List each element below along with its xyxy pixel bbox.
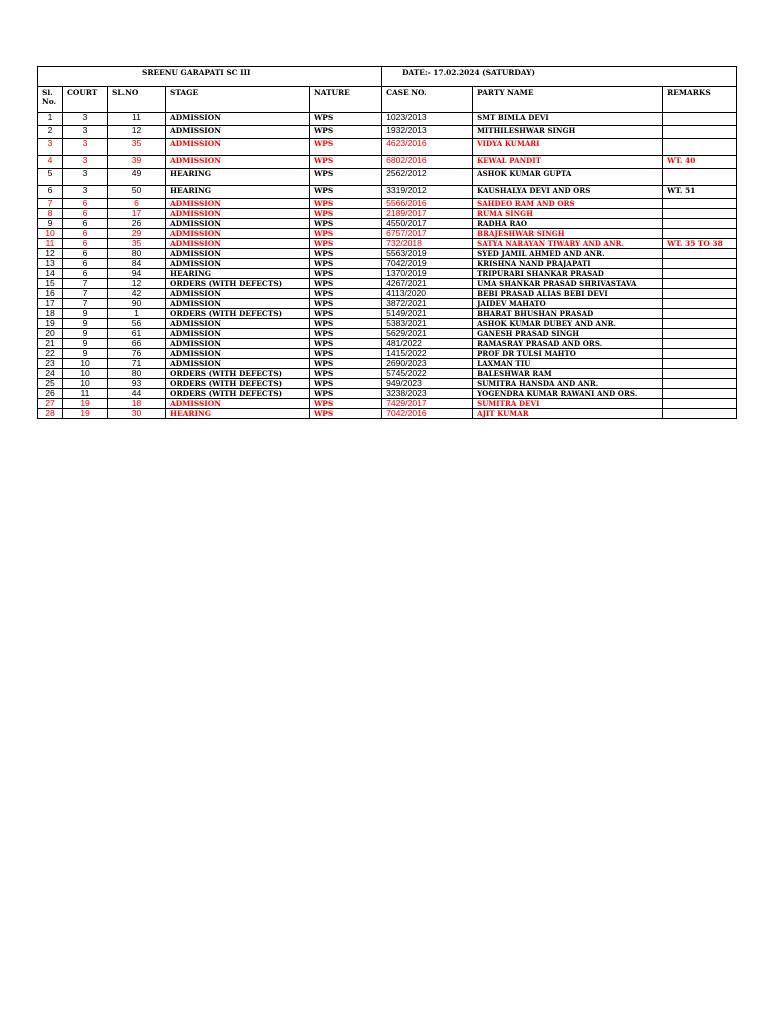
cell-court: 6 xyxy=(63,249,108,259)
cell-stage: ADMISSION xyxy=(166,349,310,359)
column-header-row xyxy=(38,87,737,113)
cell-party-name: RAMASRAY PRASAD AND ORS. xyxy=(473,339,663,349)
table-row xyxy=(38,186,737,199)
header-party-name: PARTY NAME xyxy=(473,87,663,113)
cell-slno: 17 xyxy=(108,209,166,219)
cell-remarks xyxy=(663,299,737,309)
cell-sl-no: 28 xyxy=(38,409,63,419)
table-row xyxy=(38,156,737,169)
cell-sl-no: 9 xyxy=(38,219,63,229)
cell-case-no: 7042/2016 xyxy=(382,409,473,419)
cell-remarks xyxy=(663,309,737,319)
header-court: COURT xyxy=(63,87,108,113)
cell-court: 6 xyxy=(63,269,108,279)
cell-remarks xyxy=(663,219,737,229)
cell-sl-no: 24 xyxy=(38,369,63,379)
cell-stage: ADMISSION xyxy=(166,339,310,349)
cell-remarks xyxy=(663,329,737,339)
cell-party-name: RUMA SINGH xyxy=(473,209,663,219)
cell-slno: 6 xyxy=(108,199,166,209)
cell-court: 3 xyxy=(63,186,108,199)
cell-court: 6 xyxy=(63,259,108,269)
cell-party-name: RADHA RAO xyxy=(473,219,663,229)
cell-sl-no: 19 xyxy=(38,319,63,329)
cell-court: 3 xyxy=(63,126,108,139)
cell-remarks xyxy=(663,319,737,329)
cell-stage: ADMISSION xyxy=(166,156,310,169)
cell-nature: WPS xyxy=(310,369,382,379)
table-row xyxy=(38,229,737,239)
table-row xyxy=(38,409,737,419)
cell-case-no: 5745/2022 xyxy=(382,369,473,379)
cell-court: 9 xyxy=(63,309,108,319)
cell-sl-no: 7 xyxy=(38,199,63,209)
table-row xyxy=(38,339,737,349)
cell-sl-no: 4 xyxy=(38,156,63,169)
cell-sl-no: 3 xyxy=(38,139,63,156)
table-row xyxy=(38,126,737,139)
cell-slno: 12 xyxy=(108,126,166,139)
cell-slno: 56 xyxy=(108,319,166,329)
header-slno: SL.NO xyxy=(108,87,166,113)
cell-case-no: 2562/2012 xyxy=(382,169,473,186)
cell-party-name: JAIDEV MAHATO xyxy=(473,299,663,309)
cell-nature: WPS xyxy=(310,299,382,309)
cell-case-no: 7042/2019 xyxy=(382,259,473,269)
cell-stage: HEARING xyxy=(166,169,310,186)
cell-slno: 44 xyxy=(108,389,166,399)
cell-remarks xyxy=(663,199,737,209)
cell-case-no: 4550/2017 xyxy=(382,219,473,229)
cell-stage: HEARING xyxy=(166,269,310,279)
cause-list-sheet xyxy=(37,66,736,419)
cell-court: 10 xyxy=(63,369,108,379)
cell-sl-no: 8 xyxy=(38,209,63,219)
cell-sl-no: 2 xyxy=(38,126,63,139)
cell-case-no: 1370/2019 xyxy=(382,269,473,279)
cell-stage: ADMISSION xyxy=(166,209,310,219)
cell-nature: WPS xyxy=(310,339,382,349)
cell-sl-no: 27 xyxy=(38,399,63,409)
cell-party-name: BALESHWAR RAM xyxy=(473,369,663,379)
cell-nature: WPS xyxy=(310,319,382,329)
cell-stage: ADMISSION xyxy=(166,139,310,156)
cell-stage: ADMISSION xyxy=(166,249,310,259)
cell-stage: ADMISSION xyxy=(166,399,310,409)
cell-party-name: BHARAT BHUSHAN PRASAD xyxy=(473,309,663,319)
cell-stage: ORDERS (WITH DEFECTS) xyxy=(166,379,310,389)
cell-sl-no: 18 xyxy=(38,309,63,319)
cell-nature: WPS xyxy=(310,289,382,299)
cell-case-no: 7429/2017 xyxy=(382,399,473,409)
cell-stage: ADMISSION xyxy=(166,229,310,239)
cell-slno: 12 xyxy=(108,279,166,289)
cell-court: 9 xyxy=(63,329,108,339)
table-row xyxy=(38,359,737,369)
cell-remarks xyxy=(663,269,737,279)
table-row xyxy=(38,239,737,249)
cell-slno: 71 xyxy=(108,359,166,369)
cell-court: 9 xyxy=(63,349,108,359)
cell-court: 10 xyxy=(63,379,108,389)
cell-court: 6 xyxy=(63,209,108,219)
cell-court: 7 xyxy=(63,299,108,309)
cell-case-no: 4113/2020 xyxy=(382,289,473,299)
cell-slno: 94 xyxy=(108,269,166,279)
cell-nature: WPS xyxy=(310,186,382,199)
cell-party-name: ASHOK KUMAR DUBEY AND ANR. xyxy=(473,319,663,329)
cell-party-name: VIDYA KUMARI xyxy=(473,139,663,156)
cell-slno: 35 xyxy=(108,239,166,249)
cell-slno: 1 xyxy=(108,309,166,319)
cell-sl-no: 1 xyxy=(38,113,63,126)
cell-slno: 76 xyxy=(108,349,166,359)
table-row xyxy=(38,219,737,229)
cell-slno: 93 xyxy=(108,379,166,389)
cell-sl-no: 13 xyxy=(38,259,63,269)
cell-nature: WPS xyxy=(310,229,382,239)
cell-nature: WPS xyxy=(310,279,382,289)
cell-court: 3 xyxy=(63,139,108,156)
cell-remarks xyxy=(663,359,737,369)
cell-nature: WPS xyxy=(310,379,382,389)
cell-sl-no: 21 xyxy=(38,339,63,349)
cell-case-no: 732/2018 xyxy=(382,239,473,249)
cell-slno: 61 xyxy=(108,329,166,339)
cell-party-name: TRIPURARI SHANKAR PRASAD xyxy=(473,269,663,279)
cell-nature: WPS xyxy=(310,329,382,339)
header-remarks: REMARKS xyxy=(663,87,737,113)
cell-stage: ORDERS (WITH DEFECTS) xyxy=(166,389,310,399)
cell-nature: WPS xyxy=(310,219,382,229)
cell-court: 9 xyxy=(63,339,108,349)
cell-party-name: SYED JAMIL AHMED AND ANR. xyxy=(473,249,663,259)
cell-court: 11 xyxy=(63,389,108,399)
cell-remarks: WT. 51 xyxy=(663,186,737,199)
cell-remarks xyxy=(663,169,737,186)
cell-party-name: YOGENDRA KUMAR RAWANI AND ORS. xyxy=(473,389,663,399)
cell-stage: ADMISSION xyxy=(166,329,310,339)
cell-nature: WPS xyxy=(310,359,382,369)
cell-sl-no: 16 xyxy=(38,289,63,299)
cell-slno: 66 xyxy=(108,339,166,349)
cell-court: 3 xyxy=(63,113,108,126)
cell-remarks xyxy=(663,279,737,289)
cell-remarks xyxy=(663,379,737,389)
cell-party-name: PROF DR TULSI MAHTO xyxy=(473,349,663,359)
cell-nature: WPS xyxy=(310,139,382,156)
cell-stage: ADMISSION xyxy=(166,199,310,209)
cell-case-no: 1023/2013 xyxy=(382,113,473,126)
cell-slno: 84 xyxy=(108,259,166,269)
cell-remarks xyxy=(663,209,737,219)
cell-stage: ADMISSION xyxy=(166,113,310,126)
cell-slno: 49 xyxy=(108,169,166,186)
cell-remarks xyxy=(663,399,737,409)
cell-sl-no: 22 xyxy=(38,349,63,359)
cell-case-no: 3872/2021 xyxy=(382,299,473,309)
table-row xyxy=(38,289,737,299)
header-sl-no: Sl. No. xyxy=(38,87,63,113)
cell-slno: 26 xyxy=(108,219,166,229)
cell-party-name: SATYA NARAYAN TIWARY AND ANR. xyxy=(473,239,663,249)
header-stage: STAGE xyxy=(166,87,310,113)
cell-party-name: AJIT KUMAR xyxy=(473,409,663,419)
cell-case-no: 949/2023 xyxy=(382,379,473,389)
cell-court: 19 xyxy=(63,399,108,409)
cell-court: 6 xyxy=(63,229,108,239)
table-row xyxy=(38,259,737,269)
table-row xyxy=(38,209,737,219)
cell-nature: WPS xyxy=(310,259,382,269)
cell-case-no: 2189/2017 xyxy=(382,209,473,219)
cell-party-name: MITHILESHWAR SINGH xyxy=(473,126,663,139)
cause-list-table xyxy=(37,66,737,419)
cell-slno: 30 xyxy=(108,409,166,419)
cell-court: 6 xyxy=(63,239,108,249)
cell-court: 7 xyxy=(63,289,108,299)
cell-nature: WPS xyxy=(310,156,382,169)
cell-case-no: 5383/2021 xyxy=(382,319,473,329)
cell-sl-no: 10 xyxy=(38,229,63,239)
cell-remarks xyxy=(663,369,737,379)
cell-sl-no: 6 xyxy=(38,186,63,199)
cell-sl-no: 14 xyxy=(38,269,63,279)
cell-case-no: 3319/2012 xyxy=(382,186,473,199)
cell-remarks xyxy=(663,289,737,299)
cell-nature: WPS xyxy=(310,126,382,139)
cell-remarks xyxy=(663,409,737,419)
cell-stage: ORDERS (WITH DEFECTS) xyxy=(166,309,310,319)
table-row xyxy=(38,269,737,279)
cell-case-no: 3238/2023 xyxy=(382,389,473,399)
list-title: SREENU GARAPATI SC III xyxy=(38,67,382,87)
cell-remarks xyxy=(663,139,737,156)
cell-party-name: UMA SHANKAR PRASAD SHRIVASTAVA xyxy=(473,279,663,289)
cell-court: 6 xyxy=(63,219,108,229)
cell-remarks xyxy=(663,113,737,126)
header-nature: NATURE xyxy=(310,87,382,113)
cell-stage: HEARING xyxy=(166,186,310,199)
cell-nature: WPS xyxy=(310,409,382,419)
cell-stage: ADMISSION xyxy=(166,239,310,249)
cell-case-no: 6757/2017 xyxy=(382,229,473,239)
cell-slno: 90 xyxy=(108,299,166,309)
cell-remarks: WT. 35 TO 38 xyxy=(663,239,737,249)
cell-nature: WPS xyxy=(310,199,382,209)
cell-stage: ADMISSION xyxy=(166,219,310,229)
cell-party-name: KEWAL PANDIT xyxy=(473,156,663,169)
cell-case-no: 481/2022 xyxy=(382,339,473,349)
cell-remarks xyxy=(663,249,737,259)
cell-remarks: WT. 40 xyxy=(663,156,737,169)
cell-case-no: 6802/2016 xyxy=(382,156,473,169)
cell-court: 9 xyxy=(63,319,108,329)
cell-nature: WPS xyxy=(310,269,382,279)
cell-stage: ADMISSION xyxy=(166,259,310,269)
table-row xyxy=(38,399,737,409)
cell-sl-no: 11 xyxy=(38,239,63,249)
cell-case-no: 1415/2022 xyxy=(382,349,473,359)
cell-slno: 80 xyxy=(108,369,166,379)
cell-party-name: KAUSHALYA DEVI AND ORS xyxy=(473,186,663,199)
cell-sl-no: 12 xyxy=(38,249,63,259)
cell-sl-no: 15 xyxy=(38,279,63,289)
table-row xyxy=(38,139,737,156)
cell-nature: WPS xyxy=(310,349,382,359)
cell-stage: ADMISSION xyxy=(166,289,310,299)
cell-slno: 42 xyxy=(108,289,166,299)
cell-slno: 80 xyxy=(108,249,166,259)
cell-nature: WPS xyxy=(310,399,382,409)
table-row xyxy=(38,199,737,209)
table-row xyxy=(38,349,737,359)
header-case-no: CASE NO. xyxy=(382,87,473,113)
cell-court: 10 xyxy=(63,359,108,369)
cell-stage: HEARING xyxy=(166,409,310,419)
cell-case-no: 2690/2023 xyxy=(382,359,473,369)
cell-slno: 18 xyxy=(108,399,166,409)
cell-stage: ORDERS (WITH DEFECTS) xyxy=(166,279,310,289)
cell-nature: WPS xyxy=(310,389,382,399)
cell-slno: 29 xyxy=(108,229,166,239)
cell-stage: ADMISSION xyxy=(166,359,310,369)
table-row xyxy=(38,279,737,289)
cell-case-no: 1932/2013 xyxy=(382,126,473,139)
cell-slno: 11 xyxy=(108,113,166,126)
table-row xyxy=(38,299,737,309)
cell-sl-no: 23 xyxy=(38,359,63,369)
cell-case-no: 4623/2016 xyxy=(382,139,473,156)
cell-case-no: 4267/2021 xyxy=(382,279,473,289)
cell-stage: ADMISSION xyxy=(166,319,310,329)
cell-remarks xyxy=(663,259,737,269)
cell-sl-no: 20 xyxy=(38,329,63,339)
cell-party-name: ASHOK KUMAR GUPTA xyxy=(473,169,663,186)
cell-sl-no: 25 xyxy=(38,379,63,389)
cell-party-name: BEBI PRASAD ALIAS BEBI DEVI xyxy=(473,289,663,299)
cell-nature: WPS xyxy=(310,249,382,259)
cell-remarks xyxy=(663,126,737,139)
cell-remarks xyxy=(663,339,737,349)
table-row xyxy=(38,389,737,399)
table-row xyxy=(38,309,737,319)
cell-nature: WPS xyxy=(310,169,382,186)
cell-party-name: SAHDEO RAM AND ORS xyxy=(473,199,663,209)
cell-slno: 35 xyxy=(108,139,166,156)
cell-party-name: BRAJESHWAR SINGH xyxy=(473,229,663,239)
table-row xyxy=(38,169,737,186)
cell-party-name: GANESH PRASAD SINGH xyxy=(473,329,663,339)
cell-case-no: 5563/2019 xyxy=(382,249,473,259)
cell-sl-no: 26 xyxy=(38,389,63,399)
cell-stage: ORDERS (WITH DEFECTS) xyxy=(166,369,310,379)
table-row xyxy=(38,113,737,126)
cell-court: 3 xyxy=(63,156,108,169)
cell-nature: WPS xyxy=(310,309,382,319)
cell-party-name: SUMITRA HANSDA AND ANR. xyxy=(473,379,663,389)
cell-remarks xyxy=(663,389,737,399)
cell-court: 3 xyxy=(63,169,108,186)
cell-sl-no: 5 xyxy=(38,169,63,186)
cell-case-no: 5566/2016 xyxy=(382,199,473,209)
table-row xyxy=(38,379,737,389)
cell-party-name: SMT BIMLA DEVI xyxy=(473,113,663,126)
table-row xyxy=(38,319,737,329)
table-row xyxy=(38,369,737,379)
list-date: DATE:- 17.02.2024 (SATURDAY) xyxy=(382,67,737,87)
cell-nature: WPS xyxy=(310,113,382,126)
cell-sl-no: 17 xyxy=(38,299,63,309)
cell-case-no: 5629/2021 xyxy=(382,329,473,339)
cell-stage: ADMISSION xyxy=(166,126,310,139)
cell-slno: 39 xyxy=(108,156,166,169)
cell-slno: 50 xyxy=(108,186,166,199)
cell-stage: ADMISSION xyxy=(166,299,310,309)
cell-court: 6 xyxy=(63,199,108,209)
cell-court: 19 xyxy=(63,409,108,419)
table-row xyxy=(38,329,737,339)
cell-remarks xyxy=(663,229,737,239)
title-row xyxy=(38,67,737,87)
cell-party-name: KRISHNA NAND PRAJAPATI xyxy=(473,259,663,269)
cell-court: 7 xyxy=(63,279,108,289)
table-row xyxy=(38,249,737,259)
cell-remarks xyxy=(663,349,737,359)
cell-case-no: 5149/2021 xyxy=(382,309,473,319)
cell-party-name: LAXMAN TIU xyxy=(473,359,663,369)
cell-nature: WPS xyxy=(310,209,382,219)
cell-party-name: SUMITRA DEVI xyxy=(473,399,663,409)
cell-nature: WPS xyxy=(310,239,382,249)
